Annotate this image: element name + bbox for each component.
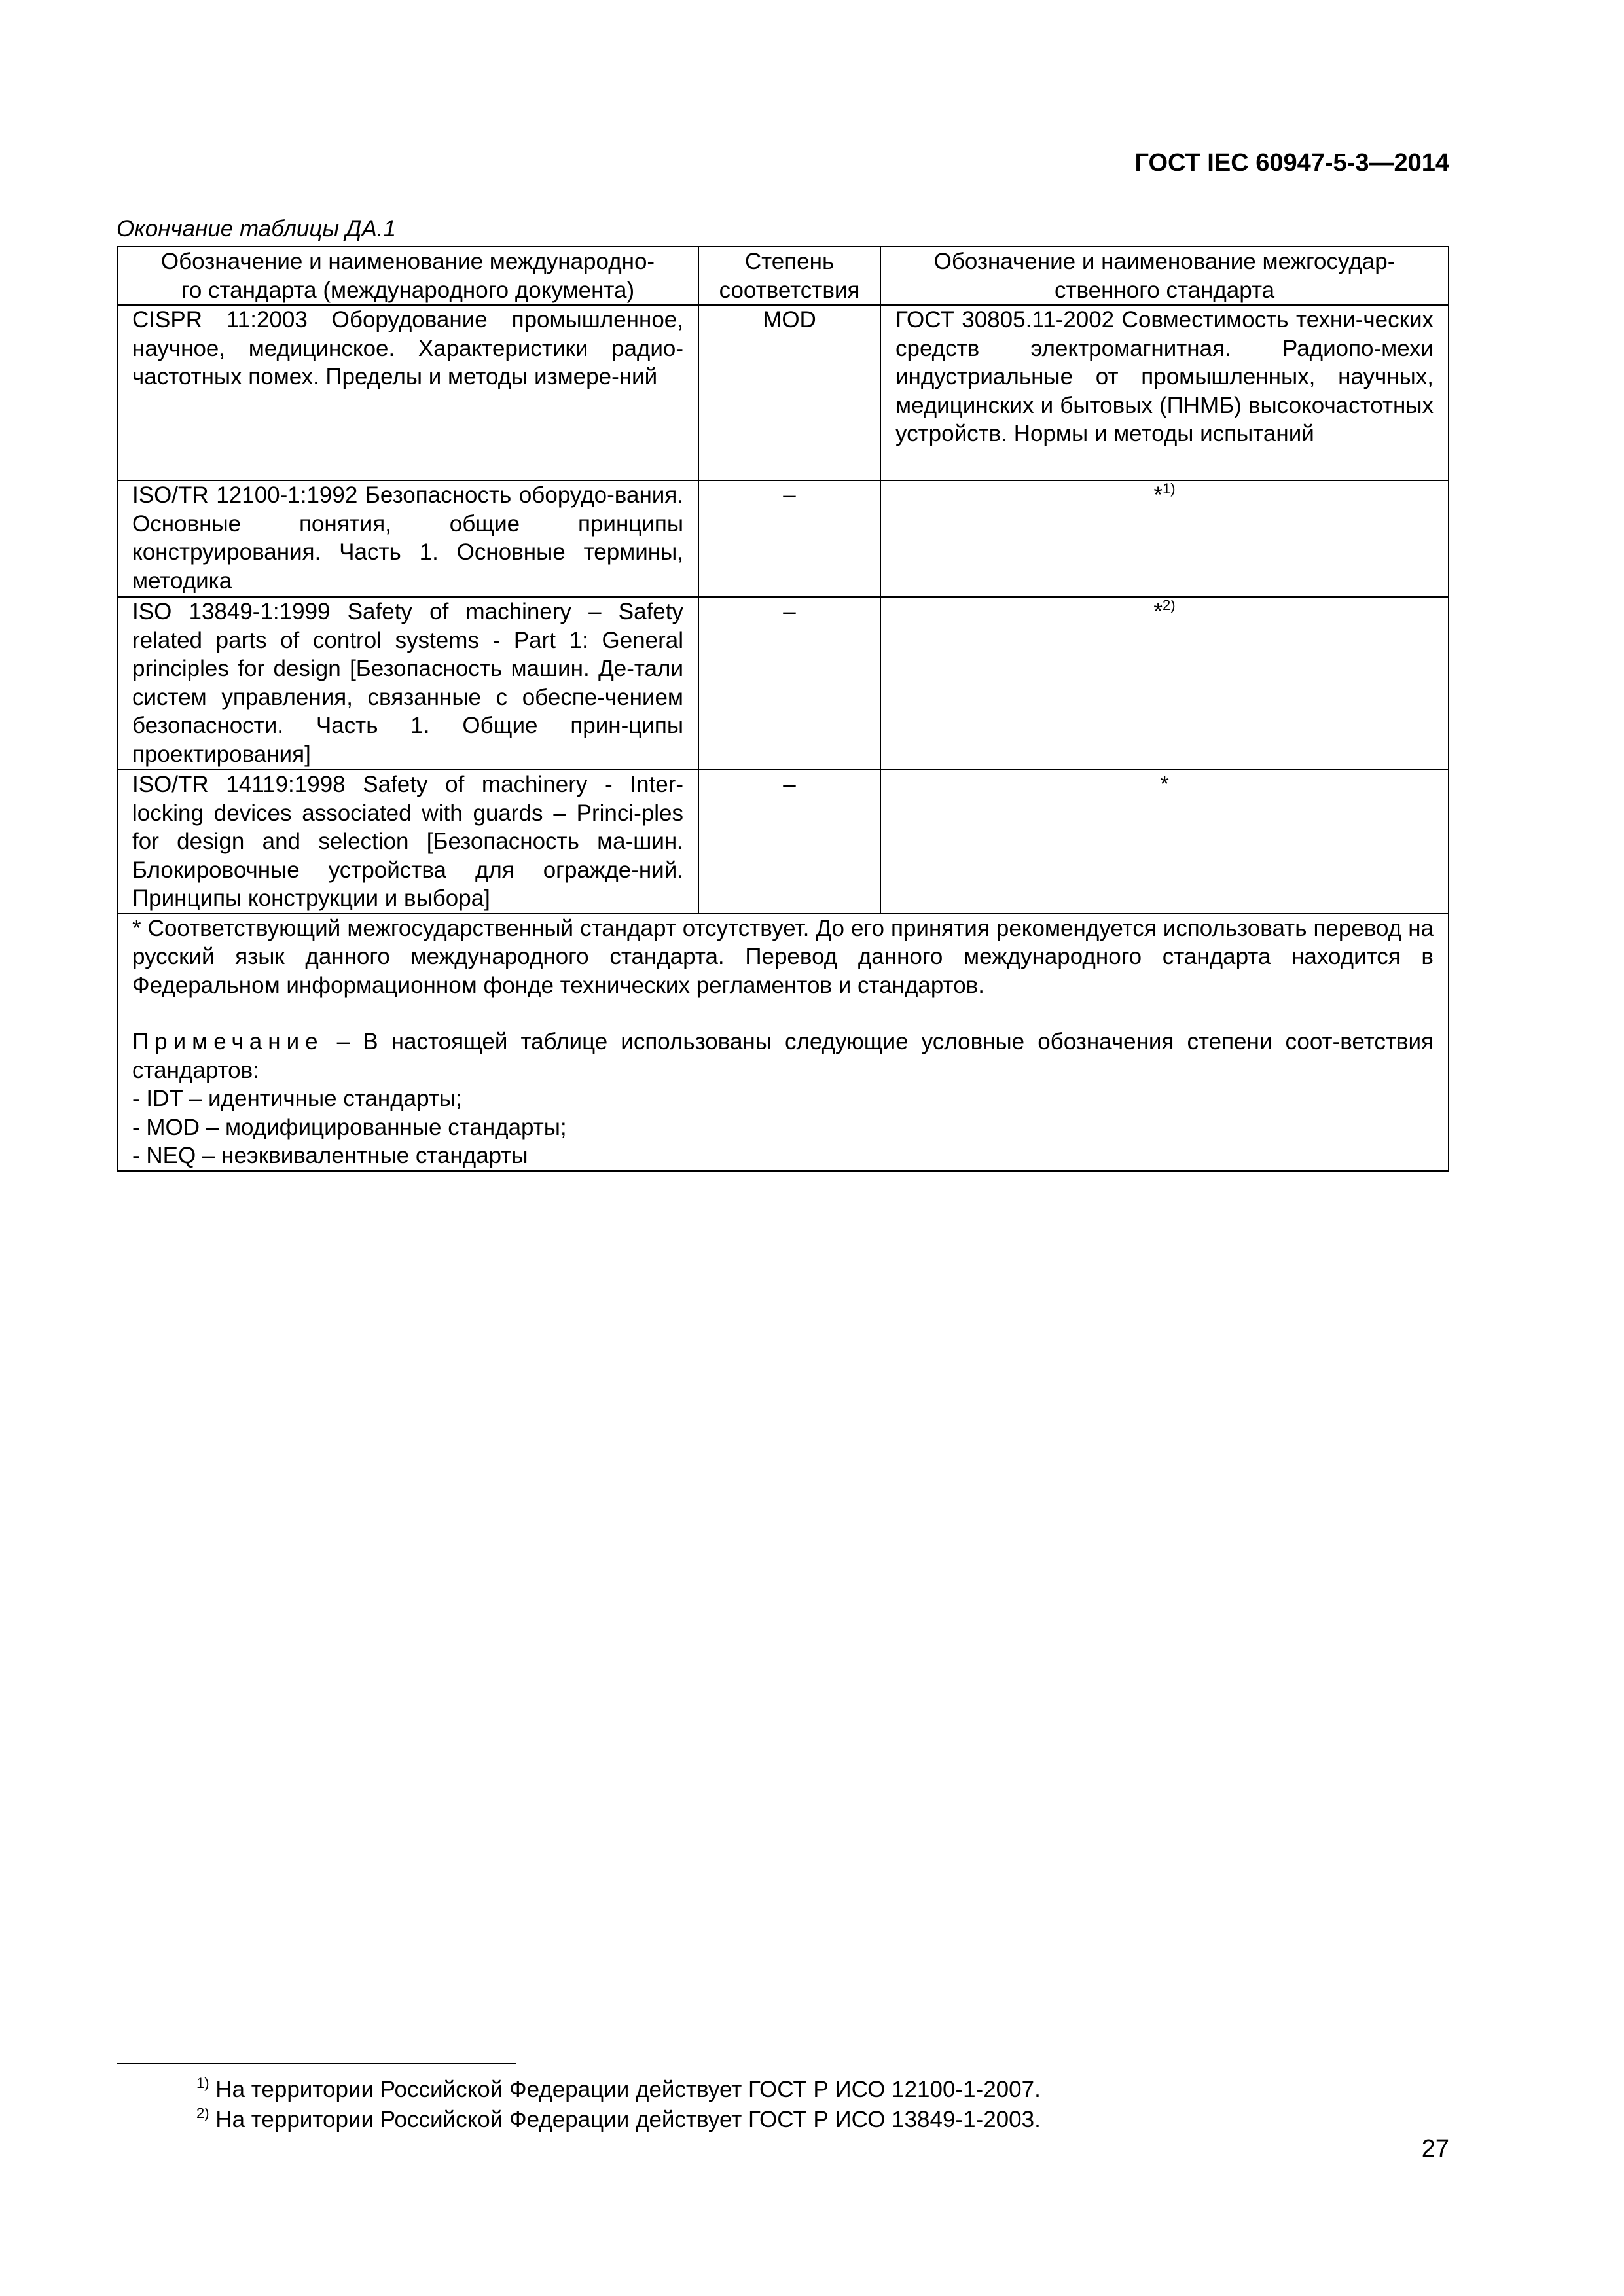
table-row [117, 770, 1449, 914]
header-line: Обозначение и наименование международно- [160, 249, 655, 274]
header-international-standard [117, 247, 698, 305]
asterisk-note: * Соответствующий межгосударственный стандарт отсутствует. До его принятия рекомендуется использовать перевод на русский язык данного международного стандарта. Перевод данного международного стандарта находится в Федеральном информационном фонде технических регламентов и стандартов. [132, 915, 1434, 998]
page-number: 27 [1421, 2135, 1449, 2162]
footnote-separator [117, 2063, 516, 2064]
footnotes [196, 2075, 1041, 2135]
table-row [117, 480, 1449, 597]
interstate-standard-cell: * [880, 770, 1449, 914]
legend-item: - IDT – идентичные стандарты; [132, 1086, 462, 1111]
table-row [117, 305, 1449, 480]
legend-item: - NEQ – неэквивалентные стандарты [132, 1143, 528, 1168]
international-standard-cell: ISO 13849-1:1999 Safety of machinery – Safety related parts of control systems - Part 1: General principles for design [Безопасность машин. Де-тали систем управления, связанные с обеспе-чением безопасности. Часть 1. Общие прин-ципы проектирования] [117, 597, 698, 770]
asterisk-mark: * [1153, 482, 1163, 508]
header-line: го стандарта (международного документа) [181, 277, 635, 303]
table-row [117, 597, 1449, 770]
header-line: ственного стандарта [1054, 277, 1275, 303]
header-degree [698, 247, 880, 305]
table-caption: Окончание таблицы ДА.1 [117, 216, 396, 242]
interstate-standard-cell: ГОСТ 30805.11-2002 Совместимость техни-ческих средств электромагнитная. Радиопо-мехи индустриальные от промышленных, научных, медицинских и бытовых (ПНМБ) высокочастотных устройств. Нормы и методы испытаний [880, 305, 1449, 480]
international-standard-cell: ISO/TR 12100-1:1992 Безопасность оборудо-вания. Основные понятия, общие принципы конструирования. Часть 1. Основные термины, методика [117, 480, 698, 597]
note-text: – В настоящей таблице использованы следующие условные обозначения степени соот-ветствия стандартов: [132, 1029, 1434, 1083]
note-label: Примечание [132, 1029, 324, 1054]
footnote-mark: 2) [196, 2105, 209, 2121]
footnote-reference: 1) [1163, 480, 1176, 497]
international-standard-cell: CISPR 11:2003 Оборудование промышленное, научное, медицинское. Характеристики радио-частотных помех. Пределы и методы измере-ний [117, 305, 698, 480]
table-notes-cell [117, 914, 1449, 1171]
asterisk-mark: * [1153, 599, 1163, 624]
header-line: Степень [744, 249, 835, 274]
note-spacer [132, 999, 1434, 1028]
footnote-text: На территории Российской Федерации действует ГОСТ Р ИСО 12100-1-2007. [209, 2077, 1041, 2102]
footnote [196, 2105, 1041, 2135]
table-header-row [117, 247, 1449, 305]
header-interstate-standard [880, 247, 1449, 305]
footnote-mark: 1) [196, 2075, 209, 2091]
footnote-reference: 2) [1163, 597, 1176, 613]
interstate-standard-cell [880, 597, 1449, 770]
legend-item: - MOD – модифицированные стандарты; [132, 1114, 567, 1140]
degree-cell: – [698, 597, 880, 770]
interstate-standard-cell [880, 480, 1449, 597]
degree-cell: – [698, 770, 880, 914]
footnote-text: На территории Российской Федерации действует ГОСТ Р ИСО 13849-1-2003. [209, 2107, 1041, 2132]
document-code: ГОСТ IEC 60947-5-3—2014 [1134, 149, 1449, 177]
footnote [196, 2075, 1041, 2105]
note-paragraph [132, 1028, 1434, 1085]
table-footer-row [117, 914, 1449, 1171]
header-line: соответствия [719, 277, 860, 303]
header-line: Обозначение и наименование межгосудар- [933, 249, 1396, 274]
international-standard-cell: ISO/TR 14119:1998 Safety of machinery - Inter-locking devices associated with guards – Princi-ples for design and selection [Безопасность ма-шин. Блокировочные устройства для огражде-ний. Принципы конструкции и выбора] [117, 770, 698, 914]
degree-cell: MOD [698, 305, 880, 480]
standards-table [117, 246, 1449, 1172]
degree-cell: – [698, 480, 880, 597]
